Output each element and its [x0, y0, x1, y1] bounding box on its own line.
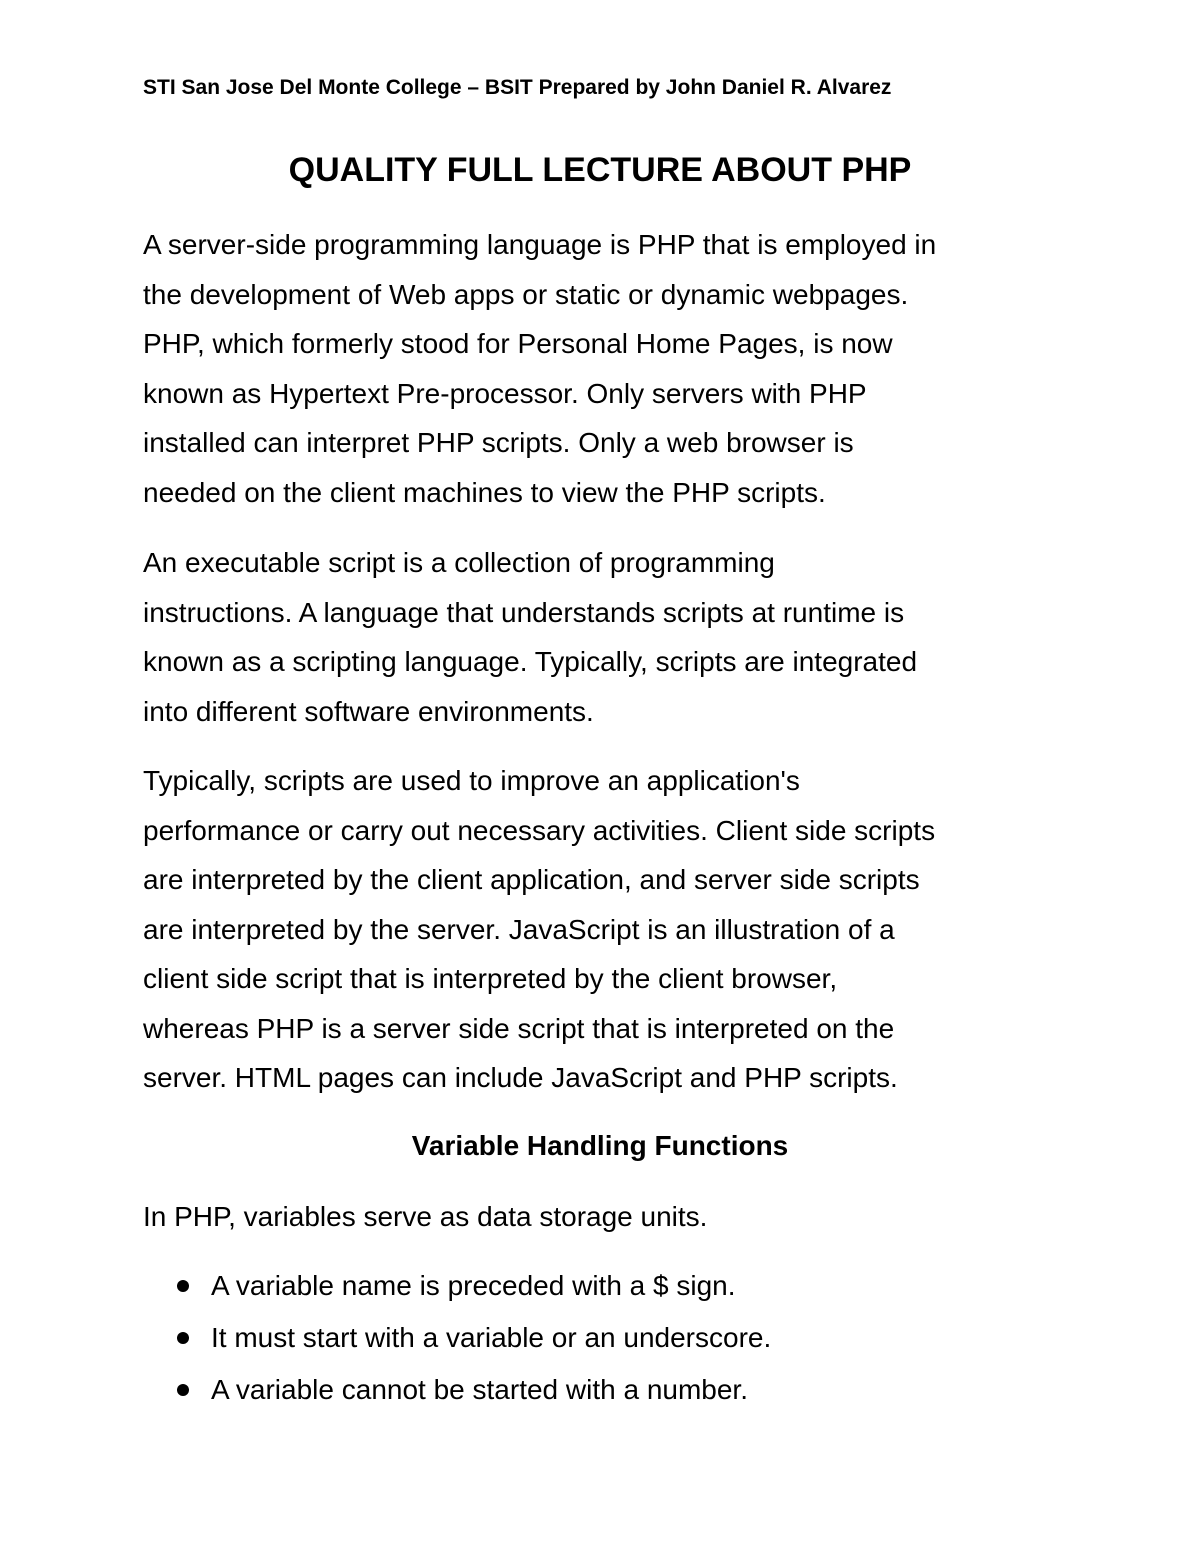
text-line: known as a scripting language. Typically, scripts are integrated — [143, 646, 918, 677]
text-line: whereas PHP is a server side script that is interpreted on the — [143, 1012, 895, 1044]
section-heading: Variable Handling Functions — [411, 1130, 789, 1161]
list-item-text: A variable name is preceded with a $ sign. — [211, 1270, 736, 1301]
text-line: Typically, scripts are used to improve an application's — [143, 765, 800, 796]
bullet-list — [0, 1261, 1200, 1417]
text-line: installed can interpret PHP scripts. Only a web browser is — [143, 427, 854, 458]
text-line: PHP, which formerly stood for Personal Home Pages, is now — [143, 328, 893, 359]
paragraph-executable-script — [143, 538, 1073, 736]
text-line: An executable script is a collection of programming — [143, 547, 775, 578]
list-item — [0, 1261, 1200, 1313]
section-intro: In PHP, variables serve as data storage units. — [143, 1201, 708, 1232]
text-line: instructions. A language that understands scripts at runtime is — [143, 596, 905, 628]
paragraph-scripts-usage — [143, 756, 1073, 1103]
page-title: QUALITY FULL LECTURE ABOUT PHP — [288, 151, 912, 189]
bullet-icon — [177, 1280, 189, 1292]
text-line: are interpreted by the server. JavaScript is an illustration of a — [143, 913, 895, 945]
text-line: into different software environments. — [143, 695, 594, 727]
text-line: A server-side programming language is PHP that is employed in — [143, 229, 937, 260]
text-line: are interpreted by the client application, and server side scripts — [143, 864, 920, 895]
text-line: known as Hypertext Pre-processor. Only servers with PHP — [143, 377, 867, 409]
text-line: performance or carry out necessary activities. Client side scripts — [143, 814, 936, 846]
list-item-text: A variable cannot be started with a number. — [211, 1374, 748, 1405]
paragraph-php-intro — [143, 220, 1073, 517]
page-header: STI San Jose Del Monte College – BSIT Prepared by John Daniel R. Alvarez — [143, 76, 892, 99]
list-item — [0, 1365, 1200, 1417]
list-item — [0, 1313, 1200, 1365]
bullet-icon — [177, 1332, 189, 1344]
list-item-text: It must start with a variable or an underscore. — [211, 1322, 772, 1353]
text-line: client side script that is interpreted by the client browser, — [143, 963, 838, 994]
text-line: server. HTML pages can include JavaScript and PHP scripts. — [143, 1062, 898, 1093]
bullet-icon — [177, 1384, 189, 1396]
text-line: needed on the client machines to view the PHP scripts. — [143, 476, 826, 508]
text-line: the development of Web apps or static or dynamic webpages. — [143, 278, 909, 310]
